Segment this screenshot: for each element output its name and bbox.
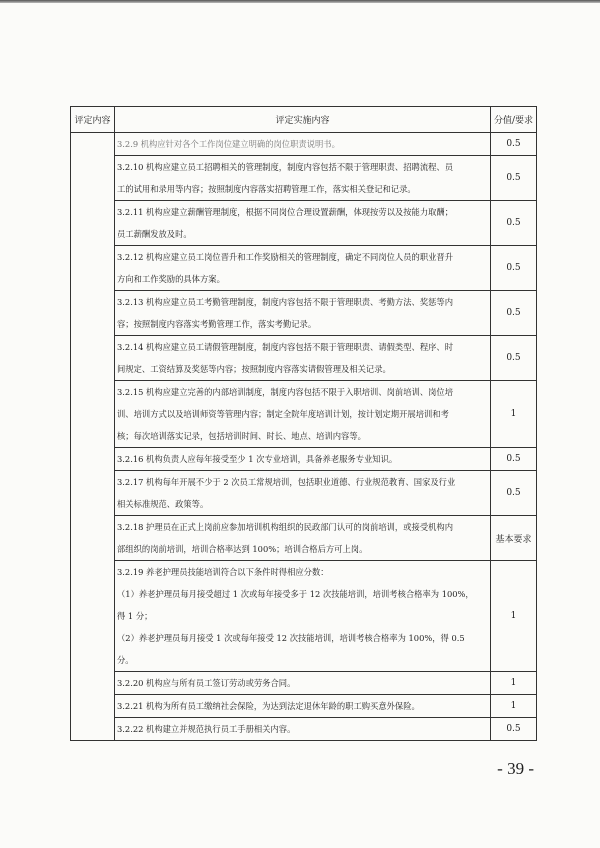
table-row [71,201,537,246]
content-cell [115,448,491,471]
table-row [71,246,537,291]
score-cell: 0.5 [491,291,537,336]
table-row [71,718,537,741]
score-cell: 1 [491,695,537,718]
score-cell: 0.5 [491,718,537,741]
content-cell [115,133,491,156]
content-line: 容；按照制度内容落实考勤管理工作，落实考勤记录。 [117,319,317,329]
score-cell: 1 [491,381,537,448]
page-number: - 39 - [497,759,534,778]
content-line: 3.2.19 养老护理员技能培训符合以下条件时得相应分数： [117,567,329,577]
score-cell: 0.5 [491,471,537,516]
evaluation-table [70,106,537,741]
content-line: 工的试用和录用等内容；按照制度内容落实招聘管理工作，落实相关登记和记录。 [117,184,416,194]
content-line: 3.2.21 机构为所有员工缴纳社会保险，为达到法定退休年龄的职工购买意外保险。 [117,701,420,711]
content-line: （1）养老护理员每月接受超过 1 次或每年接受多于 12 次技能培训，培训考核合格率为 100%， [117,589,474,599]
content-line: 部组织的岗前培训，培训合格率达到 100%；培训合格后方可上岗。 [117,544,368,554]
content-line: 3.2.16 机构负责人应每年接受至少 1 次专业培训，具备养老服务专业知识。 [117,454,398,464]
content-line: 方向和工作奖励的具体方案。 [117,274,225,284]
content-line: 相关标准规范、政策等。 [117,499,209,509]
table-row [71,336,537,381]
content-line: 得 1 分； [117,611,153,621]
content-line: 间规定、工资结算及奖惩等内容；按照制度内容落实请假管理及相关记录。 [117,364,391,374]
content-line: 核；每次培训落实记录，包括培训时间、时长、地点、培训内容等。 [117,431,366,441]
content-cell [115,471,491,516]
content-line: 训、培训方式以及培训师资等管理内容；制定全院年度培训计划，按计划定期开展培训和考 [117,409,449,419]
score-cell: 0.5 [491,336,537,381]
content-cell [115,291,491,336]
table-row [71,291,537,336]
score-cell: 1 [491,672,537,695]
table-row [71,471,537,516]
table-row [71,695,537,718]
content-line: 3.2.17 机构每年开展不少于 2 次员工常规培训，包括职业道德、行业规范教育、国家及行业 [117,477,456,487]
header-content: 评定实施内容 [115,107,491,133]
content-line: 3.2.12 机构应建立员工岗位晋升和工作奖励相关的管理制度，确定不同岗位人员的职业晋升 [117,252,454,262]
content-line: 3.2.10 机构应建立员工招聘相关的管理制度，制度内容包括不限于管理职责、招聘流程、员 [117,162,454,172]
table-row [71,448,537,471]
content-line: 3.2.13 机构应建立员工考勤管理制度，制度内容包括不限于管理职责、考勤方法、奖惩等内 [117,297,454,307]
table-row [71,156,537,201]
page-body [70,106,536,779]
score-cell: 基本要求 [491,516,537,561]
header-category: 评定内容 [71,107,115,133]
content-cell [115,201,491,246]
score-cell: 0.5 [491,133,537,156]
table-row [71,561,537,672]
content-line: 分。 [117,655,134,665]
content-cell [115,695,491,718]
score-cell: 0.5 [491,201,537,246]
table-row [71,133,537,156]
content-cell [115,246,491,291]
score-cell: 0.5 [491,156,537,201]
header-score: 分值/要求 [491,107,537,133]
table-row [71,516,537,561]
content-cell [115,381,491,448]
scan-edge [0,0,600,3]
content-line: 3.2.15 机构应建立完善的内部培训制度，制度内容包括不限于入职培训、岗前培训、岗位培 [117,387,454,397]
table-row [71,672,537,695]
table-header-row [71,107,537,133]
score-cell: 1 [491,561,537,672]
table-row [71,381,537,448]
score-cell: 0.5 [491,448,537,471]
content-cell [115,516,491,561]
content-line: 3.2.14 机构应建立员工请假管理制度，制度内容包括不限于管理职责、请假类型、程序、时 [117,342,454,352]
content-line: 员工薪酬发放及时。 [117,229,192,239]
content-line: 3.2.9 机构应针对各个工作岗位建立明确的岗位职责说明书。 [117,139,340,149]
content-cell [115,718,491,741]
content-line: 3.2.22 机构建立并规范执行员工手册相关内容。 [117,724,296,734]
content-line: 3.2.11 机构应建立薪酬管理制度，根据不同岗位合理设置薪酬，体现按劳以及按能力取酬； [117,207,454,217]
content-cell [115,672,491,695]
score-cell: 0.5 [491,246,537,291]
content-line: 3.2.18 护理员在正式上岗前应参加培训机构组织的民政部门认可的岗前培训，或接受机构内 [117,522,454,532]
content-cell [115,336,491,381]
content-line: 3.2.20 机构应与所有员工签订劳动或劳务合同。 [117,678,296,688]
category-cell [71,133,115,741]
content-cell [115,156,491,201]
content-line: （2）养老护理员每月接受 1 次或每年接受 12 次技能培训，培训考核合格率为 100%，得 0.5 [117,633,465,643]
content-cell [115,561,491,672]
